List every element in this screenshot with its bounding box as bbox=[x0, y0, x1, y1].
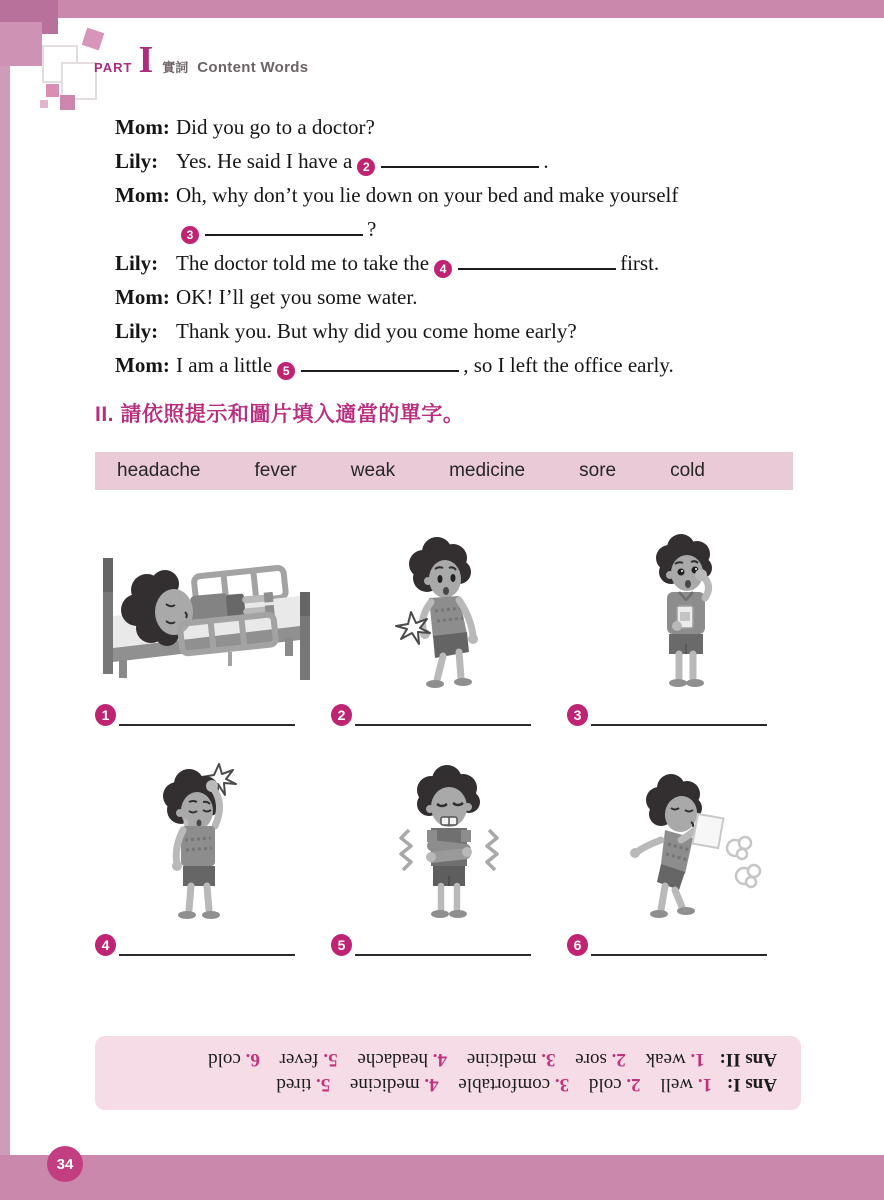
dialogue-text bbox=[176, 314, 785, 348]
exercise-cell bbox=[567, 522, 803, 726]
illustration-container bbox=[567, 522, 803, 692]
answer-blank-row bbox=[331, 698, 567, 726]
fill-blank bbox=[355, 706, 531, 726]
exercise-grid bbox=[95, 522, 803, 956]
illustration-container bbox=[567, 752, 803, 922]
decor-square bbox=[60, 95, 75, 110]
speaker-label: Mom: bbox=[115, 115, 170, 139]
number-badge: 2 bbox=[331, 704, 352, 726]
illustration-boy-lying-in-bed bbox=[95, 522, 327, 692]
number-badge: 6 bbox=[567, 934, 588, 956]
answer-label: Ans I: bbox=[726, 1074, 777, 1095]
answer-item: 4. medicine bbox=[349, 1074, 439, 1095]
dialogue-sentence: Thank you. But why did you come home early? bbox=[176, 319, 577, 343]
fill-blank bbox=[119, 936, 295, 956]
dialogue-sentence: , so I left the office early. bbox=[463, 353, 674, 377]
speaker-label: Lily: bbox=[115, 319, 159, 343]
answer-item: 6. cold bbox=[208, 1049, 260, 1070]
dialogue-sentence: Oh, why don’t you lie down on your bed and make yourself bbox=[176, 183, 679, 207]
answer-item: 5. tired bbox=[276, 1074, 331, 1095]
dialogue-text bbox=[176, 280, 785, 314]
illustration-container bbox=[95, 752, 331, 922]
word-bank-item: cold bbox=[670, 460, 705, 481]
number-badge: 2 bbox=[357, 158, 375, 176]
dialogue-text bbox=[176, 110, 785, 144]
word-bank-item: medicine bbox=[449, 460, 526, 481]
part-heading bbox=[94, 38, 308, 82]
part-title-chinese: 實詞 bbox=[162, 60, 189, 75]
answer-blank-row bbox=[567, 928, 803, 956]
dialogue-sentence: OK! I’ll get you some water. bbox=[176, 285, 418, 309]
number-badge: 4 bbox=[434, 260, 452, 278]
number-badge: 3 bbox=[567, 704, 588, 726]
answer-item: 2. cold bbox=[588, 1074, 641, 1095]
answer-item: 4. headache bbox=[357, 1049, 448, 1070]
answer-item: 1. weak bbox=[645, 1049, 705, 1070]
dialogue-sentence: The doctor told me to take the bbox=[176, 251, 430, 275]
answer-blank-row bbox=[95, 928, 331, 956]
speaker-label: Lily: bbox=[115, 251, 159, 275]
fill-blank bbox=[355, 936, 531, 956]
number-badge: 1 bbox=[95, 704, 116, 726]
section2-heading: II. 請依照提示和圖片填入適當的單字。 bbox=[95, 403, 465, 426]
dialogue-sentence: Yes. He said I have a bbox=[176, 149, 353, 173]
fill-blank bbox=[301, 352, 459, 372]
answer-line-2 bbox=[119, 1047, 777, 1072]
fill-blank bbox=[119, 706, 295, 726]
answer-blank-row bbox=[95, 698, 331, 726]
answer-item: 5. fever bbox=[279, 1049, 338, 1070]
dialogue-section bbox=[115, 110, 785, 382]
answer-blank-row bbox=[331, 928, 567, 956]
dialogue-sentence: ? bbox=[367, 217, 377, 241]
answer-item: 1. well bbox=[660, 1074, 713, 1095]
illustration-container bbox=[95, 522, 331, 692]
top-bar bbox=[0, 0, 884, 18]
dialogue-sentence: . bbox=[543, 149, 549, 173]
word-bank bbox=[95, 452, 793, 490]
speaker-label: Mom: bbox=[115, 183, 170, 207]
decor-square bbox=[0, 22, 42, 66]
illustration-boy-sneezing-cold bbox=[567, 752, 803, 922]
answer-blank-row bbox=[567, 698, 803, 726]
fill-blank bbox=[591, 936, 767, 956]
answer-key-content bbox=[95, 1036, 801, 1110]
exercise-cell bbox=[567, 752, 803, 956]
illustration-boy-holding-cheek-medicine bbox=[567, 522, 803, 692]
answer-item: 3. medicine bbox=[466, 1049, 556, 1070]
dialogue-sentence: I am a little bbox=[176, 353, 273, 377]
bottom-bar bbox=[0, 1155, 884, 1200]
exercise-cell bbox=[331, 522, 567, 726]
part-numeral: I bbox=[138, 39, 154, 81]
number-badge: 4 bbox=[95, 934, 116, 956]
part-label: PART bbox=[94, 60, 133, 75]
exercise-cell bbox=[95, 522, 331, 726]
page-number-badge: 34 bbox=[47, 1146, 83, 1182]
dialogue-row bbox=[115, 144, 785, 178]
dialogue-text bbox=[176, 144, 785, 178]
dialogue-row bbox=[115, 348, 785, 382]
fill-blank bbox=[591, 706, 767, 726]
exercise-cell bbox=[95, 752, 331, 956]
answer-line-1 bbox=[119, 1072, 777, 1097]
answer-item: 2. sore bbox=[575, 1049, 626, 1070]
dialogue-sentence: Did you go to a doctor? bbox=[176, 115, 375, 139]
speaker-label: Lily: bbox=[115, 149, 159, 173]
word-bank-item: fever bbox=[254, 460, 297, 481]
dialogue-text bbox=[176, 178, 785, 246]
answer-item: 3. comfortable bbox=[458, 1074, 570, 1095]
dialogue-row bbox=[115, 178, 785, 246]
decor-square bbox=[46, 84, 59, 97]
word-bank-item: sore bbox=[579, 460, 617, 481]
dialogue-row bbox=[115, 314, 785, 348]
dialogue-sentence: first. bbox=[620, 251, 660, 275]
decor-square bbox=[40, 100, 48, 108]
dialogue-row bbox=[115, 246, 785, 280]
illustration-boy-shivering-fever bbox=[331, 752, 567, 922]
illustration-boy-headache bbox=[95, 752, 331, 922]
word-bank-item: headache bbox=[117, 460, 201, 481]
answer-label: Ans II: bbox=[719, 1049, 777, 1070]
part-title-english: Content Words bbox=[197, 59, 309, 76]
left-edge-strip bbox=[0, 0, 10, 1200]
fill-blank bbox=[458, 250, 616, 270]
fill-blank bbox=[381, 148, 539, 168]
exercise-cell bbox=[331, 752, 567, 956]
speaker-label: Mom: bbox=[115, 353, 170, 377]
dialogue-row bbox=[115, 110, 785, 144]
number-badge: 5 bbox=[277, 362, 295, 380]
illustration-container bbox=[331, 522, 567, 692]
illustration-container bbox=[331, 752, 567, 922]
number-badge: 3 bbox=[181, 226, 199, 244]
dialogue-text bbox=[176, 246, 785, 280]
answer-key-box bbox=[95, 1036, 801, 1110]
speaker-label: Mom: bbox=[115, 285, 170, 309]
fill-blank bbox=[205, 216, 363, 236]
word-bank-item: weak bbox=[350, 460, 396, 481]
dialogue-row bbox=[115, 280, 785, 314]
dialogue-text bbox=[176, 348, 785, 382]
illustration-boy-sore-back bbox=[331, 522, 567, 692]
number-badge: 5 bbox=[331, 934, 352, 956]
